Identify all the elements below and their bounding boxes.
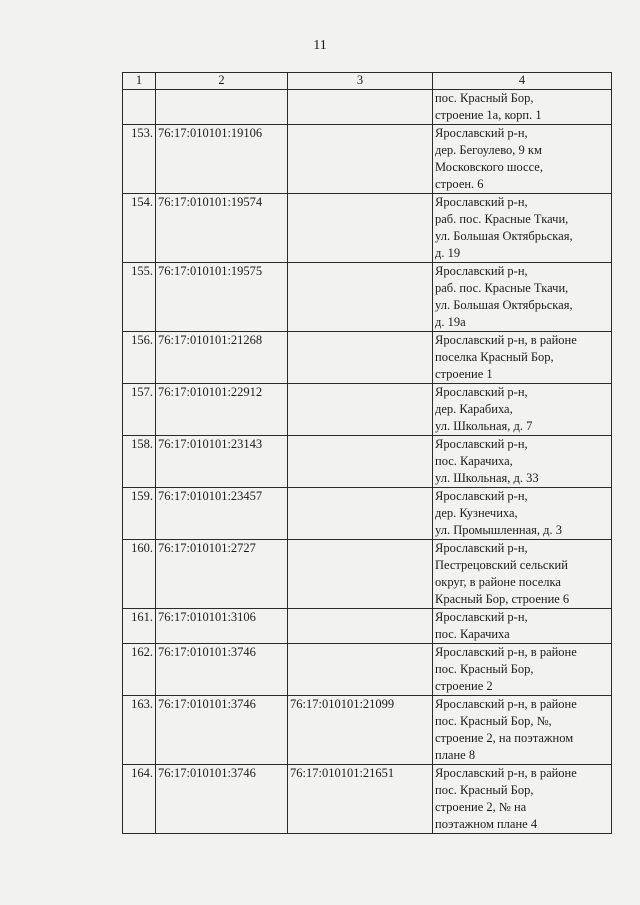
address-line: пос. Красный Бор,: [435, 662, 534, 676]
row-number-cell: 158.: [123, 436, 156, 488]
object-number-cell: 76:17:010101:21651: [288, 765, 433, 834]
address-line: пос. Красный Бор, №,: [435, 714, 552, 728]
address-line: дер. Кузнечиха,: [435, 506, 518, 520]
object-number-cell: [288, 194, 433, 263]
address-line: пос. Карачиха: [435, 627, 510, 641]
address-cell: [433, 384, 612, 436]
address-line: Ярославский р-н,: [435, 489, 528, 503]
address-line: раб. пос. Красные Ткачи,: [435, 212, 569, 226]
address-line: Ярославский р-н,: [435, 126, 528, 140]
table-row: [123, 765, 612, 834]
address-line: Московского шоссе,: [435, 160, 543, 174]
cadastral-number-cell: 76:17:010101:3106: [156, 609, 288, 644]
table-body: [123, 90, 612, 834]
address-cell: [433, 194, 612, 263]
cadastral-number-cell: 76:17:010101:23457: [156, 488, 288, 540]
table-row: [123, 644, 612, 696]
address-line: ул. Школьная, д. 7: [435, 419, 533, 433]
address-line: строение 2, № на: [435, 800, 527, 814]
table-header-row: [123, 73, 612, 90]
address-line: Ярославский р-н,: [435, 195, 528, 209]
address-line: ул. Школьная, д. 33: [435, 471, 539, 485]
row-number-cell: 154.: [123, 194, 156, 263]
object-number-cell: [288, 332, 433, 384]
address-line: пос. Красный Бор,: [435, 783, 534, 797]
address-line: ул. Большая Октябрьская,: [435, 229, 573, 243]
row-number-cell: 155.: [123, 263, 156, 332]
object-number-cell: [288, 488, 433, 540]
cadastral-number-cell: 76:17:010101:21268: [156, 332, 288, 384]
address-cell: [433, 332, 612, 384]
table-row: [123, 696, 612, 765]
address-line: д. 19: [435, 246, 461, 260]
address-cell: [433, 696, 612, 765]
column-header: 4: [433, 73, 612, 90]
address-line: раб. пос. Красные Ткачи,: [435, 281, 569, 295]
address-line: пос. Красный Бор,: [435, 91, 534, 105]
object-number-cell: [288, 125, 433, 194]
address-line: Ярославский р-н,: [435, 264, 528, 278]
row-number-cell: [123, 90, 156, 125]
address-line: д. 19а: [435, 315, 466, 329]
cadastral-number-cell: 76:17:010101:19574: [156, 194, 288, 263]
table-row: [123, 384, 612, 436]
table-row: [123, 609, 612, 644]
address-line: поэтажном плане 4: [435, 817, 538, 831]
row-number-cell: 157.: [123, 384, 156, 436]
address-line: строение 1: [435, 367, 493, 381]
address-cell: [433, 609, 612, 644]
address-line: Ярославский р-н, в районе: [435, 645, 577, 659]
object-number-cell: [288, 609, 433, 644]
address-line: дер. Карабиха,: [435, 402, 513, 416]
row-number-cell: 160.: [123, 540, 156, 609]
address-cell: [433, 644, 612, 696]
table-row: [123, 436, 612, 488]
address-cell: [433, 263, 612, 332]
address-line: строение 1а, корп. 1: [435, 108, 542, 122]
cadastral-number-cell: 76:17:010101:3746: [156, 765, 288, 834]
table-row: [123, 540, 612, 609]
address-cell: [433, 540, 612, 609]
address-cell: [433, 436, 612, 488]
object-number-cell: [288, 263, 433, 332]
table-row: [123, 263, 612, 332]
address-line: пос. Карачиха,: [435, 454, 513, 468]
row-number-cell: 153.: [123, 125, 156, 194]
address-line: Ярославский р-н,: [435, 385, 528, 399]
registry-table: [122, 72, 612, 834]
address-line: Ярославский р-н, в районе: [435, 697, 577, 711]
row-number-cell: 163.: [123, 696, 156, 765]
address-line: поселка Красный Бор,: [435, 350, 554, 364]
table-row: [123, 488, 612, 540]
address-line: строение 2: [435, 679, 493, 693]
row-number-cell: 156.: [123, 332, 156, 384]
column-header: 3: [288, 73, 433, 90]
address-line: ул. Большая Октябрьская,: [435, 298, 573, 312]
cadastral-number-cell: [156, 90, 288, 125]
cadastral-number-cell: 76:17:010101:19106: [156, 125, 288, 194]
cadastral-number-cell: 76:17:010101:2727: [156, 540, 288, 609]
address-cell: [433, 90, 612, 125]
address-line: Ярославский р-н, в районе: [435, 333, 577, 347]
address-line: дер. Бегоулево, 9 км: [435, 143, 542, 157]
column-header: 2: [156, 73, 288, 90]
address-line: Ярославский р-н,: [435, 610, 528, 624]
cadastral-number-cell: 76:17:010101:19575: [156, 263, 288, 332]
address-line: Красный Бор, строение 6: [435, 592, 570, 606]
address-line: Ярославский р-н,: [435, 437, 528, 451]
address-line: округ, в районе поселка: [435, 575, 561, 589]
address-cell: [433, 488, 612, 540]
address-line: Пестрецовский сельский: [435, 558, 568, 572]
row-number-cell: 159.: [123, 488, 156, 540]
table-row: [123, 90, 612, 125]
object-number-cell: [288, 540, 433, 609]
row-number-cell: 164.: [123, 765, 156, 834]
address-line: Ярославский р-н, в районе: [435, 766, 577, 780]
column-header: 1: [123, 73, 156, 90]
object-number-cell: 76:17:010101:21099: [288, 696, 433, 765]
address-line: плане 8: [435, 748, 476, 762]
table-row: [123, 332, 612, 384]
object-number-cell: [288, 384, 433, 436]
page-number: 11: [313, 38, 327, 53]
object-number-cell: [288, 436, 433, 488]
address-line: ул. Промышленная, д. 3: [435, 523, 562, 537]
cadastral-number-cell: 76:17:010101:3746: [156, 696, 288, 765]
address-cell: [433, 125, 612, 194]
table-row: [123, 125, 612, 194]
object-number-cell: [288, 90, 433, 125]
object-number-cell: [288, 644, 433, 696]
cadastral-number-cell: 76:17:010101:23143: [156, 436, 288, 488]
cadastral-number-cell: 76:17:010101:22912: [156, 384, 288, 436]
row-number-cell: 162.: [123, 644, 156, 696]
address-cell: [433, 765, 612, 834]
row-number-cell: 161.: [123, 609, 156, 644]
table-row: [123, 194, 612, 263]
cadastral-number-cell: 76:17:010101:3746: [156, 644, 288, 696]
address-line: строен. 6: [435, 177, 484, 191]
address-line: Ярославский р-н,: [435, 541, 528, 555]
address-line: строение 2, на поэтажном: [435, 731, 574, 745]
